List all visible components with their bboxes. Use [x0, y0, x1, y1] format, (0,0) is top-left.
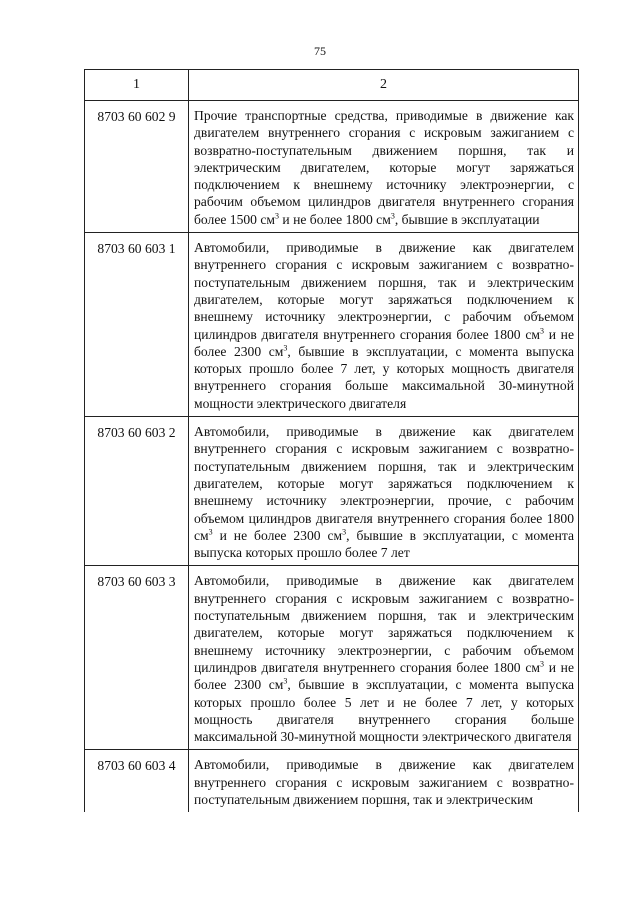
table-row — [85, 101, 579, 233]
table-header-row — [85, 70, 579, 101]
commodity-code: 8703 60 603 3 — [85, 566, 189, 750]
tariff-table — [84, 69, 579, 812]
commodity-description: Автомобили, приводимые в движение как двигателем внутреннего сгорания с искровым зажиганием с возвратно-поступательным движением поршня, так и электрическим двигателем, которые могут заряжаться подключением к внешнему источнику электроэнергии, с рабочим объемом цилиндров двигателя внутреннего сгорания более 1800 $см^3$ и не более 2300 $см^3$, бывшие в эксплуатации, с момента выпуска которых прошло более 5 лет и не более 7 лет, у которых мощность двигателя внутреннего сгорания больше максимальной 30-минутной мощности электрического двигателя — [189, 566, 579, 750]
commodity-code: 8703 60 602 9 — [85, 101, 189, 233]
table-row — [85, 750, 579, 812]
commodity-description: Автомобили, приводимые в движение как двигателем внутреннего сгорания с искровым зажиганием с возвратно-поступательным движением поршня, так и электрическим двигателем, которые могут заряжаться подключением к внешнему источнику электроэнергии, с рабочим объемом цилиндров двигателя внутреннего сгорания более 1800 $см^3$ и не более 2300 $см^3$, бывшие в эксплуатации, с момента выпуска которых прошло более 7 лет, у которых мощность двигателя внутреннего сгорания больше максимальной 30-минутной мощности электрического двигателя — [189, 233, 579, 417]
column-header-1: 1 — [85, 70, 189, 101]
commodity-code: 8703 60 603 4 — [85, 750, 189, 812]
column-header-2: 2 — [189, 70, 579, 101]
commodity-description: Прочие транспортные средства, приводимые в движение как двигателем внутреннего сгорания с искровым зажиганием с возвратно-поступательным движением поршня, так и электрическим двигателем, которые могут заряжаться подключением к внешнему источнику электроэнергии, с рабочим объемом цилиндров двигателя внутреннего сгорания более 1500 $см^3$ и не более 1800 $см^3$, бывшие в эксплуатации — [189, 101, 579, 233]
commodity-description: Автомобили, приводимые в движение как двигателем внутреннего сгорания с искровым зажиганием с возвратно-поступательным движением поршня, так и электрическим двигателем, которые могут заряжаться подключением к внешнему источнику электроэнергии, прочие, с рабочим объемом цилиндров двигателя внутреннего сгорания более 1800 $см^3$ и не более 2300 $см^3$, бывшие в эксплуатации, с момента выпуска которых прошло более 7 лет — [189, 417, 579, 566]
page-number: 75 — [314, 44, 326, 58]
commodity-description: Автомобили, приводимые в движение как двигателем внутреннего сгорания с искровым зажиганием с возвратно-поступательным движением поршня, так и электрическим — [189, 750, 579, 812]
commodity-code: 8703 60 603 1 — [85, 233, 189, 417]
table-row — [85, 233, 579, 417]
table-row — [85, 566, 579, 750]
commodity-code: 8703 60 603 2 — [85, 417, 189, 566]
table-row — [85, 417, 579, 566]
